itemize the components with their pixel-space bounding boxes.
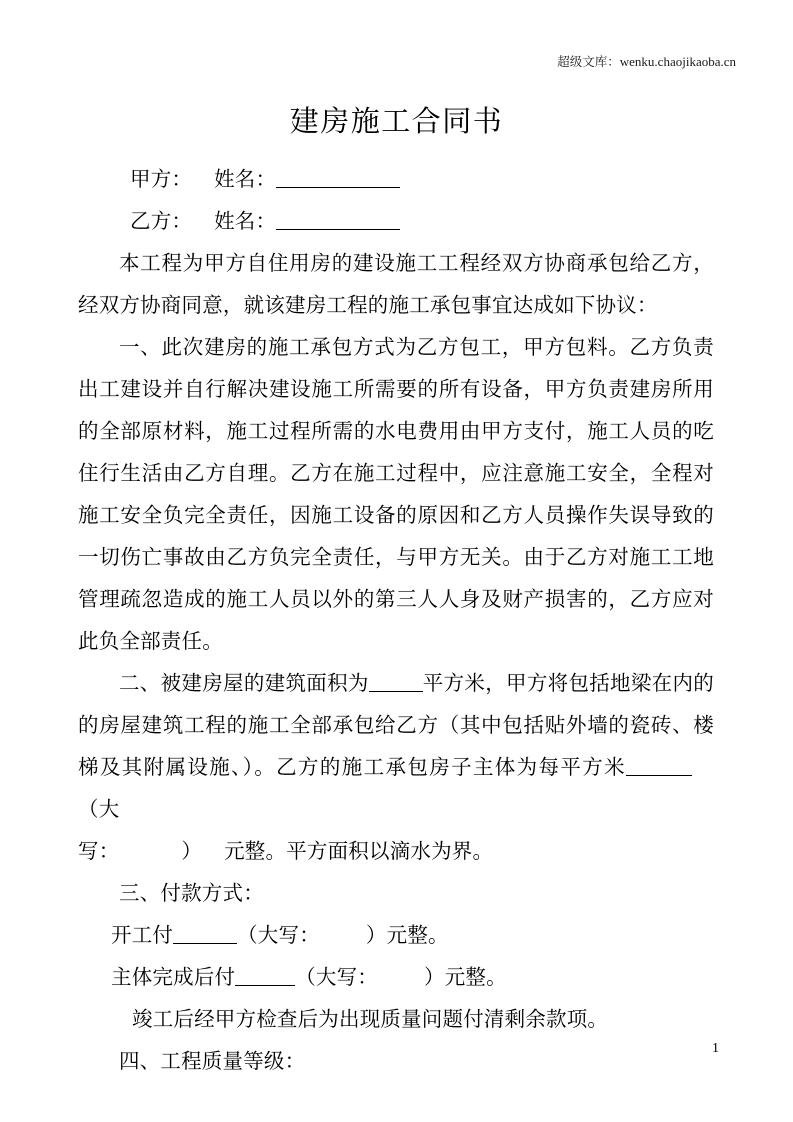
payment-start-suffix: ）元整。	[365, 923, 449, 947]
watermark-url: wenku.chaojikaoba.cn	[619, 54, 736, 69]
unit-price-blank[interactable]	[626, 756, 692, 776]
party-b-name-blank[interactable]	[276, 210, 400, 230]
payment-start-amount-blank[interactable]	[173, 924, 237, 944]
clause-two-continuation	[78, 830, 714, 872]
payment-structure-amount-blank[interactable]	[235, 966, 295, 986]
building-area-blank[interactable]	[369, 672, 423, 692]
party-a-name-blank[interactable]	[276, 168, 400, 188]
page-title: 建房施工合同书	[289, 104, 504, 139]
clause-two-text-d: 写：	[78, 839, 120, 863]
payment-start-label: 开工付	[111, 923, 174, 947]
clause-two-text-b: 平方米，甲方将包括地梁在内的的房屋建筑工程的施工全部承包给乙方（其中包括贴外墙的瓷砖、楼梯及其附属设施、）。乙方的施工承包房子主体为每平方米	[78, 671, 714, 779]
clause-two-text-a: 二、被建房屋的建筑面积为	[119, 671, 369, 695]
payment-structure-uppercase-label: （大写：	[295, 965, 379, 989]
party-a-label: 甲方：	[130, 167, 193, 191]
party-b-name-label: 姓名：	[214, 209, 277, 233]
payment-line-start	[78, 914, 714, 956]
clause-one-paragraph: 一、此次建房的施工承包方式为乙方包工，甲方包料。乙方负责出工建设并自行解决建设施工所需要的所有设备，甲方负责建房所用的全部原材料，施工过程所需的水电费用由甲方支付，施工人员的吃住行生活由乙方自理。乙方在施工过程中，应注意施工安全，全程对施工安全负完全责任，因施工设备的原因和乙方人员操作失误导致的一切伤亡事故由乙方负完全责任，与甲方无关。由于乙方对施工工地管理疏忽造成的施工人员以外的第三人人身及财产损害的，乙方应对此负全部责任。	[78, 335, 714, 653]
clause-two-text-f: 元整。平方面积以滴水为界。	[224, 839, 494, 863]
payment-line-final: 竣工后经甲方检查后为出现质量问题付清剩余款项。	[132, 1007, 609, 1031]
party-a-line	[78, 158, 714, 200]
clause-two-text-c: （大	[78, 797, 120, 821]
watermark-label: 超级文库：	[557, 54, 620, 69]
intro-paragraph: 本工程为甲方自住用房的建设施工工程经双方协商承包给乙方，经双方协商同意，就该建房工程的施工承包事宜达成如下协议：	[78, 251, 714, 317]
party-b-line	[78, 200, 714, 242]
party-a-name-label: 姓名：	[214, 167, 277, 191]
payment-structure-label: 主体完成后付	[111, 965, 236, 989]
clause-two-text-e: ）	[181, 839, 203, 863]
page-number: 1	[712, 1041, 719, 1056]
payment-start-uppercase-label: （大写：	[237, 923, 320, 947]
party-b-label: 乙方：	[130, 209, 193, 233]
clause-two-paragraph	[78, 662, 714, 830]
document-header-watermark	[557, 54, 736, 71]
clause-three-title: 三、付款方式：	[119, 881, 264, 905]
payment-structure-suffix: ）元整。	[424, 965, 507, 989]
document-body	[78, 158, 714, 1082]
clause-four-title: 四、工程质量等级：	[119, 1049, 306, 1073]
payment-line-structure	[78, 956, 714, 998]
